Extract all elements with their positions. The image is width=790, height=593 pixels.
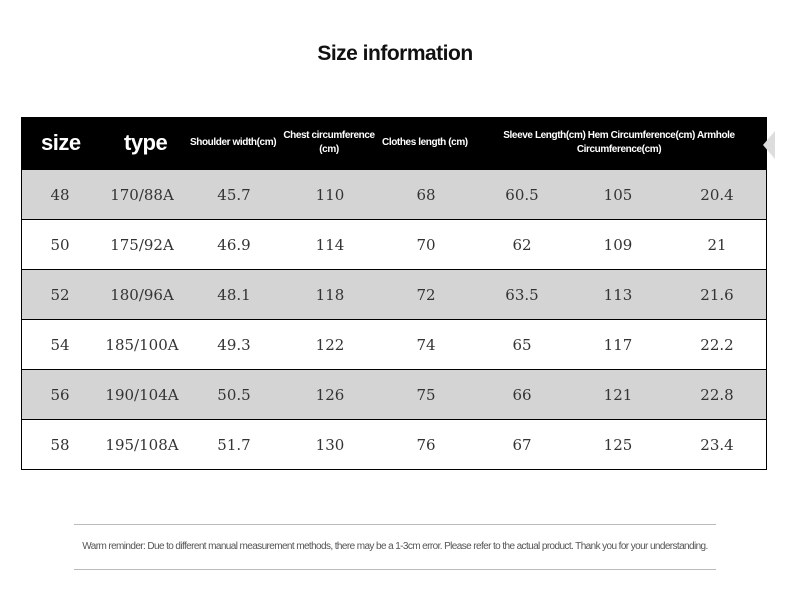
table-header bbox=[21, 117, 767, 169]
divider-top bbox=[74, 524, 716, 525]
cell-length: 68 bbox=[416, 185, 436, 204]
cell-type: 170/88A bbox=[110, 185, 174, 204]
header-group-line1: Sleeve Length(cm) Hem Circumference(cm) Armhole bbox=[503, 130, 735, 141]
cell-type: 180/96A bbox=[110, 285, 174, 304]
cell-length: 72 bbox=[416, 285, 436, 304]
cell-armhole: 21.6 bbox=[700, 285, 734, 304]
cell-sleeve: 60.5 bbox=[505, 185, 539, 204]
header-chest-line2: (cm) bbox=[319, 144, 339, 155]
cell-size: 58 bbox=[50, 435, 70, 454]
cell-chest: 126 bbox=[315, 385, 345, 404]
cell-sleeve: 62 bbox=[512, 235, 532, 254]
cell-chest: 122 bbox=[315, 335, 345, 354]
table-row bbox=[21, 219, 767, 269]
cell-type: 195/108A bbox=[105, 435, 179, 454]
cell-size: 50 bbox=[50, 235, 70, 254]
cell-shoulder: 49.3 bbox=[217, 335, 251, 354]
cell-shoulder: 45.7 bbox=[217, 185, 251, 204]
table-body bbox=[21, 169, 767, 470]
cell-chest: 110 bbox=[315, 185, 345, 204]
cell-length: 70 bbox=[416, 235, 436, 254]
header-chest bbox=[283, 117, 375, 169]
table-row bbox=[21, 319, 767, 369]
cell-type: 190/104A bbox=[105, 385, 179, 404]
cell-size: 48 bbox=[50, 185, 70, 204]
cell-shoulder: 51.7 bbox=[217, 435, 251, 454]
header-notch bbox=[763, 131, 775, 159]
table-row bbox=[21, 369, 767, 419]
cell-armhole: 22.8 bbox=[700, 385, 734, 404]
page-title: Size information bbox=[317, 42, 473, 65]
cell-size: 56 bbox=[50, 385, 70, 404]
cell-hem: 117 bbox=[603, 335, 633, 354]
table-row bbox=[21, 269, 767, 319]
cell-sleeve: 65 bbox=[512, 335, 532, 354]
cell-hem: 113 bbox=[603, 285, 633, 304]
cell-chest: 130 bbox=[315, 435, 345, 454]
header-size: size bbox=[41, 130, 81, 155]
cell-shoulder: 48.1 bbox=[217, 285, 251, 304]
cell-chest: 118 bbox=[315, 285, 345, 304]
cell-armhole: 22.2 bbox=[700, 335, 734, 354]
size-table bbox=[21, 117, 767, 470]
divider-bottom bbox=[74, 569, 716, 570]
cell-sleeve: 67 bbox=[512, 435, 532, 454]
cell-hem: 109 bbox=[603, 235, 633, 254]
cell-type: 175/92A bbox=[110, 235, 174, 254]
cell-sleeve: 66 bbox=[512, 385, 532, 404]
warm-reminder: Warm reminder: Due to different manual measurement methods, there may be a 1-3cm error. Please refer to the actual product. Thank you for your understanding. bbox=[82, 541, 708, 552]
header-group-line2: Circumference(cm) bbox=[576, 144, 662, 155]
cell-chest: 114 bbox=[315, 235, 345, 254]
header-chest-line1: Chest circumference bbox=[283, 130, 375, 141]
cell-armhole: 21 bbox=[707, 235, 727, 254]
cell-armhole: 23.4 bbox=[700, 435, 734, 454]
header-shoulder: Shoulder width(cm) bbox=[190, 137, 277, 148]
header-group bbox=[503, 117, 735, 169]
table-row bbox=[21, 169, 767, 219]
cell-type: 185/100A bbox=[105, 335, 179, 354]
cell-size: 52 bbox=[50, 285, 70, 304]
cell-hem: 125 bbox=[603, 435, 633, 454]
cell-sleeve: 63.5 bbox=[505, 285, 539, 304]
cell-shoulder: 50.5 bbox=[217, 385, 251, 404]
cell-shoulder: 46.9 bbox=[217, 235, 251, 254]
cell-hem: 121 bbox=[603, 385, 633, 404]
header-length: Clothes length (cm) bbox=[382, 137, 468, 148]
cell-length: 76 bbox=[416, 435, 436, 454]
cell-armhole: 20.4 bbox=[700, 185, 734, 204]
header-type: type bbox=[124, 130, 168, 155]
cell-length: 75 bbox=[416, 385, 436, 404]
cell-size: 54 bbox=[50, 335, 70, 354]
table-row bbox=[21, 419, 767, 470]
cell-length: 74 bbox=[416, 335, 436, 354]
cell-hem: 105 bbox=[603, 185, 633, 204]
